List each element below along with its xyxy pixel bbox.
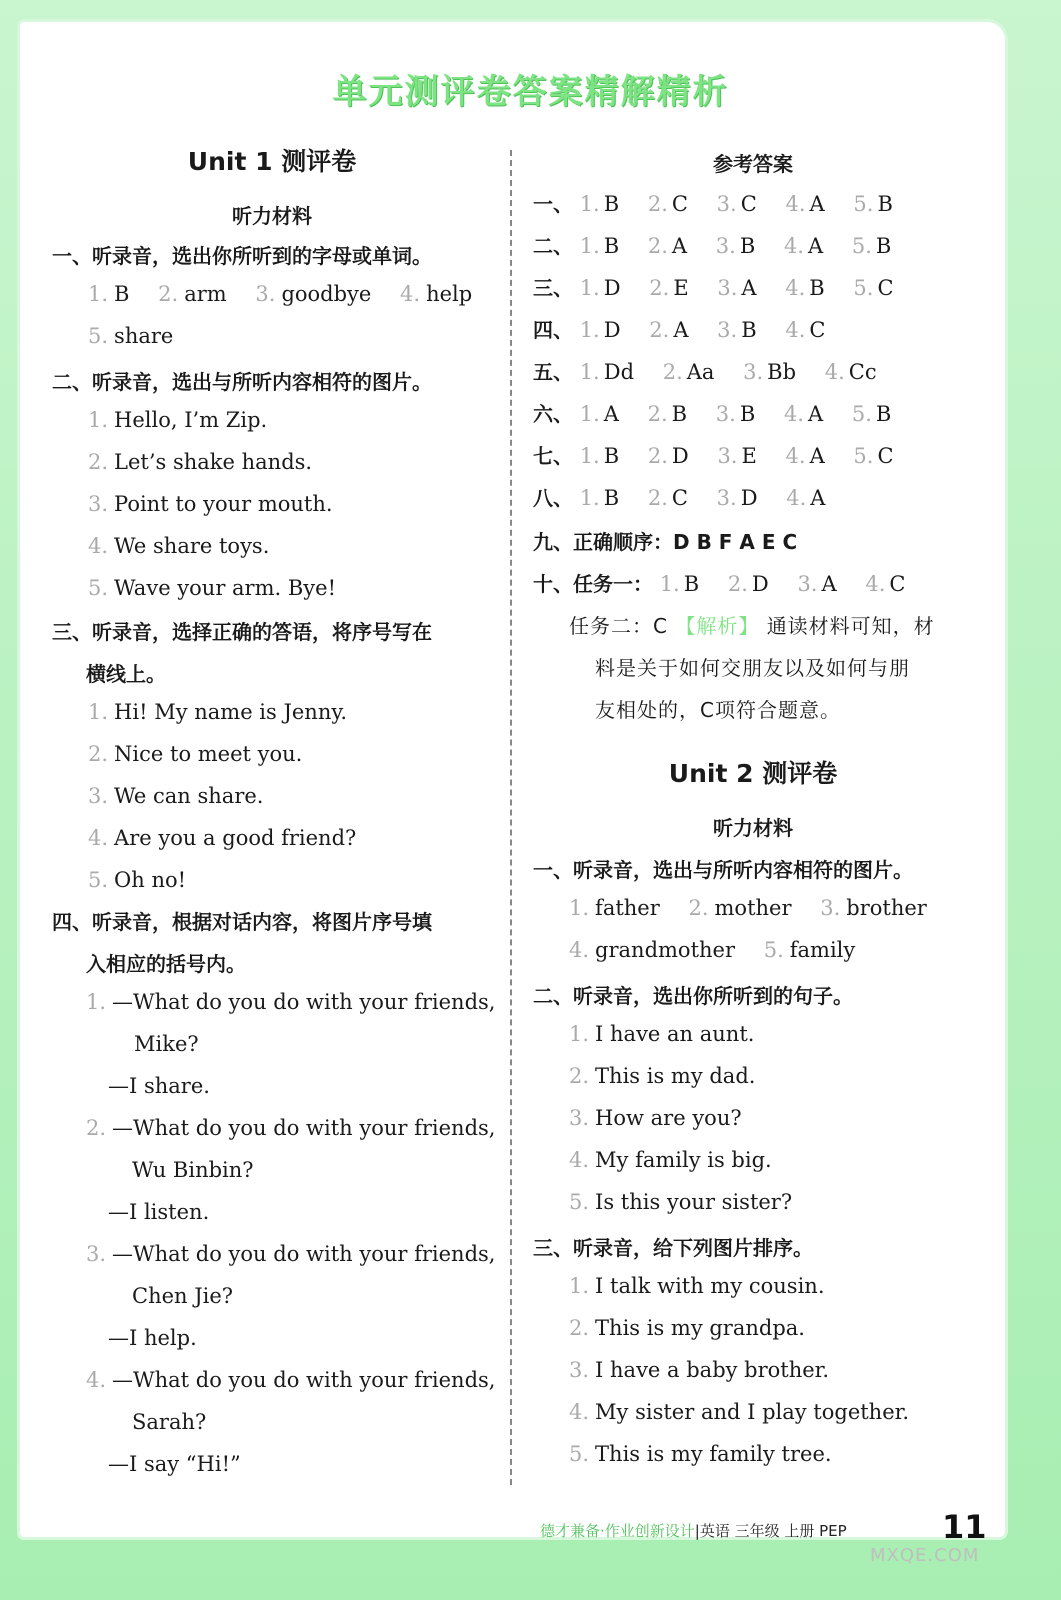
footer-brand: 德才兼备·作业创新设计 — [540, 1522, 695, 1540]
item-number: 1. — [579, 192, 600, 216]
u2-q1-row — [569, 938, 855, 962]
q4-heading-cont: 入相应的括号内。 — [86, 952, 246, 976]
item-number: 4. — [785, 444, 806, 468]
item-number: 3. — [715, 402, 736, 426]
dialog-question — [86, 990, 495, 1014]
answer-value: A — [809, 192, 825, 216]
q3-heading-cont: 横线上。 — [86, 662, 166, 686]
answer-value: C — [877, 444, 894, 468]
item-text: Hello, I’m Zip. — [114, 408, 268, 432]
analysis-text-cont: 友相处的，C项符合题意。 — [595, 698, 841, 722]
item-text: This is my family tree. — [595, 1442, 832, 1466]
task1-label: 十、任务一： — [533, 572, 653, 596]
item-number: 2. — [647, 402, 668, 426]
answer-row-label: 五、 — [533, 360, 573, 384]
item-number: 5. — [569, 1190, 590, 1214]
answer-value: B — [603, 444, 620, 468]
item-text: I have an aunt. — [595, 1022, 755, 1046]
item-number: 2. — [88, 742, 109, 766]
answer-value: B — [603, 486, 620, 510]
item-number: 5. — [88, 576, 109, 600]
answer-value: A — [807, 402, 824, 426]
item-number: 4. — [785, 192, 806, 216]
dialog-question — [86, 1368, 495, 1392]
answer-value: A — [810, 486, 826, 510]
item-number: 4. — [569, 1400, 590, 1424]
task1-row — [533, 568, 927, 597]
u2-q1-row — [569, 896, 927, 920]
analysis-text-cont: 料是关于如何交朋友以及如何与朋 — [595, 656, 910, 680]
item-number: 1. — [569, 1022, 590, 1046]
item-number: 1. — [569, 1274, 590, 1298]
item-text: How are you? — [595, 1106, 742, 1130]
item-text: goodbye — [281, 282, 372, 306]
dialog-text: —What do you do with your friends, — [112, 1116, 496, 1140]
q3-heading: 三、听录音，选择正确的答语，将序号写在 — [52, 620, 432, 644]
item-number: 2. — [649, 318, 670, 342]
item-number: 1. — [579, 402, 600, 426]
dialog-text: —What do you do with your friends, — [112, 1242, 496, 1266]
item-number: 2. — [647, 192, 668, 216]
item-text: Are you a good friend? — [114, 826, 357, 850]
unit1-title: Unit 1 测评卷 — [187, 147, 357, 176]
item-number: 2. — [727, 572, 748, 596]
item-number: 4. — [783, 234, 804, 258]
footer — [540, 1520, 847, 1541]
item-text: We share toys. — [114, 534, 270, 558]
q1-heading: 一、听录音，选出你所听到的字母或单词。 — [52, 244, 432, 268]
answer-value: A — [821, 572, 837, 596]
list-item — [88, 700, 347, 724]
item-number: 5. — [88, 868, 109, 892]
list-item — [88, 742, 302, 766]
answer-value: D — [751, 572, 769, 596]
answer-value: C — [671, 486, 688, 510]
item-text: Is this your sister? — [595, 1190, 793, 1214]
item-number: 5. — [853, 276, 874, 300]
answer-value: D — [603, 276, 621, 300]
list-item — [88, 408, 267, 432]
dialog-text: —What do you do with your friends, — [112, 1368, 496, 1392]
column-divider — [510, 150, 512, 1485]
item-number: 5. — [851, 402, 872, 426]
page-number: 11 — [942, 1508, 987, 1546]
item-number: 4. — [88, 534, 109, 558]
item-number: 2. — [86, 1116, 107, 1140]
dialog-question-cont: Sarah? — [132, 1410, 207, 1434]
answer-value: A — [809, 444, 825, 468]
item-number: 4. — [400, 282, 421, 306]
list-item — [569, 1022, 754, 1046]
item-number: 2. — [88, 450, 109, 474]
dialog-question — [86, 1116, 495, 1140]
item-text: Oh no! — [114, 868, 187, 892]
list-item — [569, 1400, 909, 1424]
item-number: 5. — [853, 444, 874, 468]
item-text: help — [426, 282, 473, 306]
item-number: 1. — [579, 444, 600, 468]
item-number: 2. — [569, 1316, 590, 1340]
list-item — [569, 1106, 742, 1130]
item-number: 3. — [88, 784, 109, 808]
item-number: 5. — [763, 938, 784, 962]
dialog-question-cont: Mike? — [134, 1032, 199, 1056]
answer-value: A — [807, 234, 824, 258]
item-number: 4. — [569, 1148, 590, 1172]
q1-row — [88, 282, 472, 306]
item-number: 4. — [569, 938, 590, 962]
item-number: 2. — [647, 234, 668, 258]
list-item — [569, 1148, 772, 1172]
list-item — [88, 450, 312, 474]
footer-info: |英语 三年级 上册 PEP — [694, 1522, 847, 1540]
item-text: Let’s shake hands. — [114, 450, 313, 474]
item-number: 3. — [743, 360, 764, 384]
item-number: 2. — [688, 896, 709, 920]
answer-value: A — [671, 234, 688, 258]
item-number: 5. — [88, 324, 109, 348]
answer-value: Cc — [848, 360, 877, 384]
answers-title: 参考答案 — [713, 152, 793, 176]
answer-value: C — [740, 192, 757, 216]
watermark: MXQE.COM — [870, 1545, 980, 1566]
q4-heading: 四、听录音，根据对话内容，将图片序号填 — [52, 910, 432, 934]
item-number: 3. — [86, 1242, 107, 1266]
item-number: 1. — [88, 282, 109, 306]
answer-value: B — [877, 192, 893, 216]
page-title: 单元测评卷答案精解精析 — [332, 72, 729, 112]
item-number: 1. — [88, 700, 109, 724]
item-text: Hi! My name is Jenny. — [114, 700, 348, 724]
item-text: brother — [846, 896, 927, 920]
u2-q1-heading: 一、听录音，选出与所听内容相符的图片。 — [533, 858, 913, 882]
answer-row-label: 一、 — [533, 192, 573, 216]
answer-value: B — [809, 276, 825, 300]
list-item — [569, 1442, 832, 1466]
list-item — [569, 1190, 792, 1214]
item-text: I talk with my cousin. — [595, 1274, 825, 1298]
task2-label: 任务二：C — [569, 614, 668, 638]
answer-value: B — [671, 402, 688, 426]
dialog-answer: —I help. — [108, 1326, 197, 1350]
item-text: mother — [714, 896, 792, 920]
unit2-title: Unit 2 测评卷 — [668, 759, 838, 788]
item-number: 5. — [851, 234, 872, 258]
answer-value: B — [603, 192, 620, 216]
answer-row-label: 四、 — [533, 318, 573, 342]
answer-row-label: 七、 — [533, 444, 573, 468]
answer-row — [533, 230, 913, 259]
dialog-question-cont: Wu Binbin? — [132, 1158, 254, 1182]
analysis-text: 通读材料可知，材 — [766, 614, 935, 638]
item-number: 3. — [715, 234, 736, 258]
answer-value: C — [809, 318, 826, 342]
item-number: 1. — [579, 318, 600, 342]
list-item — [569, 1274, 825, 1298]
answer-value: C — [889, 572, 906, 596]
item-number: 4. — [785, 318, 806, 342]
item-number: 3. — [88, 492, 109, 516]
item-number: 3. — [716, 486, 737, 510]
listening-material-title: 听力材料 — [713, 816, 793, 840]
item-number: 4. — [786, 486, 807, 510]
answer-value: Aa — [686, 360, 715, 384]
item-number: 4. — [785, 276, 806, 300]
answer-row — [533, 398, 913, 427]
item-number: 1. — [579, 234, 600, 258]
item-text: I have a baby brother. — [595, 1358, 830, 1382]
answer-value: B — [739, 402, 756, 426]
item-number: 2. — [158, 282, 179, 306]
list-item — [88, 784, 263, 808]
item-number: 3. — [255, 282, 276, 306]
answer-value: Dd — [603, 360, 635, 384]
answer-row — [533, 482, 847, 511]
item-number: 2. — [647, 486, 668, 510]
item-text: My family is big. — [595, 1148, 772, 1172]
item-number: 3. — [569, 1106, 590, 1130]
task2-row — [569, 610, 935, 639]
order-answer: 九、正确顺序：D B F A E C — [533, 530, 798, 554]
item-text: arm — [184, 282, 227, 306]
answer-row-label: 二、 — [533, 234, 573, 258]
q2-heading: 二、听录音，选出与所听内容相符的图片。 — [52, 370, 432, 394]
item-number: 5. — [853, 192, 874, 216]
item-number: 1. — [569, 896, 590, 920]
answer-row — [533, 272, 916, 301]
item-text: Point to your mouth. — [114, 492, 333, 516]
dialog-question — [86, 1242, 495, 1266]
dialog-question-cont: Chen Jie? — [132, 1284, 234, 1308]
list-item — [569, 1358, 829, 1382]
item-number: 1. — [579, 486, 600, 510]
list-item — [88, 534, 269, 558]
list-item — [88, 826, 356, 850]
item-number: 4. — [88, 826, 109, 850]
answer-value: D — [740, 486, 758, 510]
answer-value: A — [603, 402, 619, 426]
list-item — [88, 324, 173, 348]
item-text: grandmother — [595, 938, 736, 962]
item-number: 3. — [797, 572, 818, 596]
answer-value: D — [603, 318, 621, 342]
item-text: My sister and I play together. — [595, 1400, 910, 1424]
answer-value: Bb — [767, 360, 797, 384]
item-text: family — [789, 938, 856, 962]
u2-q3-heading: 三、听录音，给下列图片排序。 — [533, 1236, 813, 1260]
answer-row — [533, 440, 916, 469]
item-text: Nice to meet you. — [114, 742, 303, 766]
dialog-answer: —I share. — [108, 1074, 210, 1098]
answer-row — [533, 314, 847, 343]
answer-row-label: 三、 — [533, 276, 573, 300]
answer-value: B — [741, 318, 757, 342]
item-text: share — [114, 324, 174, 348]
item-text: This is my dad. — [595, 1064, 756, 1088]
item-number: 3. — [716, 192, 737, 216]
listening-material-title: 听力材料 — [232, 204, 312, 228]
dialog-answer: —I listen. — [108, 1200, 210, 1224]
item-text: We can share. — [114, 784, 264, 808]
answer-value: C — [671, 192, 688, 216]
answer-value: B — [683, 572, 700, 596]
u2-q2-heading: 二、听录音，选出你所听到的句子。 — [533, 984, 853, 1008]
item-text: B — [114, 282, 130, 306]
answer-value: A — [741, 276, 757, 300]
answer-value: E — [673, 276, 689, 300]
item-number: 1. — [86, 990, 107, 1014]
answer-value: A — [673, 318, 689, 342]
list-item — [569, 1316, 805, 1340]
list-item — [569, 1064, 755, 1088]
analysis-tag: 【解析】 — [675, 614, 760, 638]
item-number: 3. — [717, 276, 738, 300]
answer-value: B — [739, 234, 756, 258]
item-number: 1. — [88, 408, 109, 432]
item-number: 2. — [647, 444, 668, 468]
answer-row-label: 六、 — [533, 402, 573, 426]
answer-value: B — [603, 234, 620, 258]
item-number: 3. — [717, 318, 738, 342]
item-number: 1. — [659, 572, 680, 596]
item-number: 2. — [569, 1064, 590, 1088]
dialog-text: —What do you do with your friends, — [112, 990, 496, 1014]
item-number: 4. — [783, 402, 804, 426]
item-number: 5. — [569, 1442, 590, 1466]
list-item — [88, 868, 186, 892]
item-text: Wave your arm. Bye! — [114, 576, 337, 600]
dialog-answer: —I say “Hi!” — [108, 1452, 241, 1476]
answer-value: E — [741, 444, 757, 468]
item-number: 3. — [820, 896, 841, 920]
answer-value: C — [877, 276, 894, 300]
item-number: 3. — [569, 1358, 590, 1382]
item-text: This is my grandpa. — [595, 1316, 805, 1340]
item-number: 2. — [649, 276, 670, 300]
answer-value: B — [875, 234, 892, 258]
list-item — [88, 576, 336, 600]
answer-value: D — [671, 444, 689, 468]
item-number: 1. — [579, 276, 600, 300]
answer-row — [533, 188, 915, 217]
answer-row-label: 八、 — [533, 486, 573, 510]
item-number: 1. — [579, 360, 600, 384]
item-number: 3. — [717, 444, 738, 468]
item-number: 2. — [662, 360, 683, 384]
item-text: father — [595, 896, 660, 920]
list-item — [88, 492, 333, 516]
item-number: 4. — [86, 1368, 107, 1392]
answer-value: B — [875, 402, 892, 426]
answer-row — [533, 356, 899, 385]
item-number: 4. — [824, 360, 845, 384]
item-number: 4. — [865, 572, 886, 596]
